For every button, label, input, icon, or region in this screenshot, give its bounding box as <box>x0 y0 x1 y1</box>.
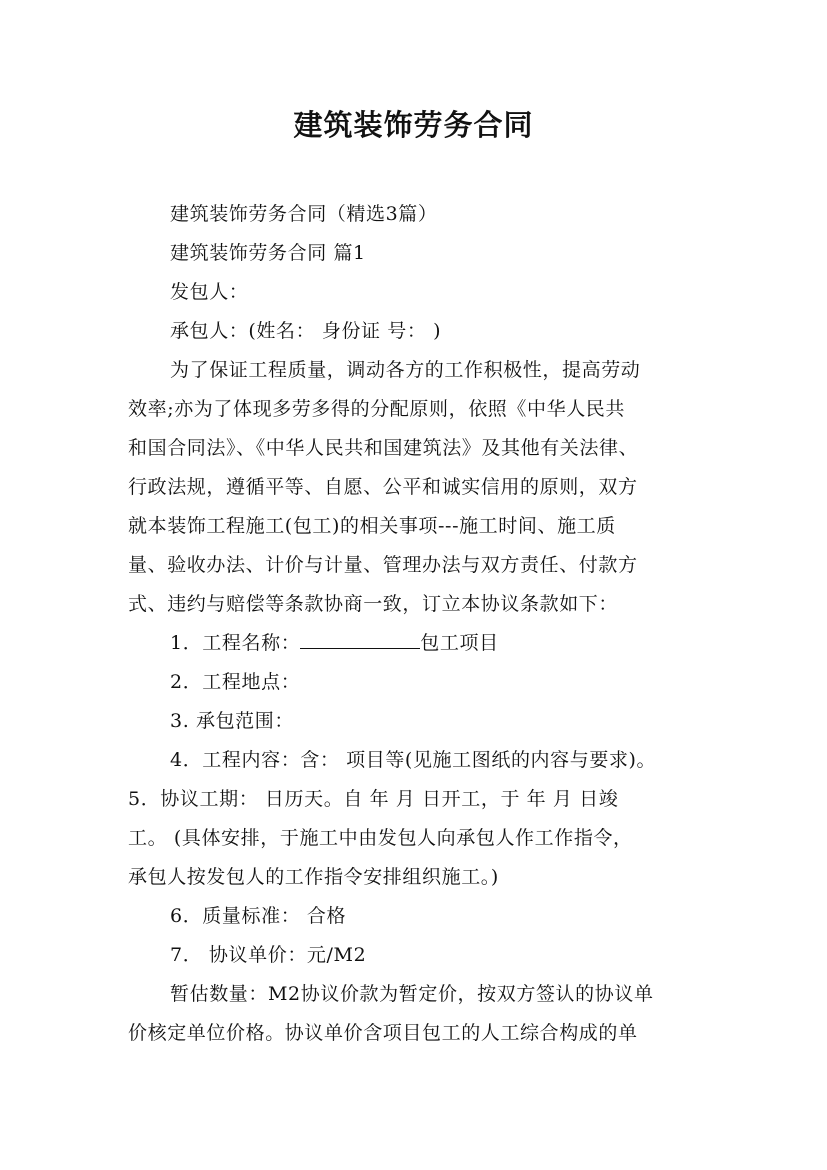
paragraph-line: 行政法规，遵循平等、自愿、公平和诚实信用的原则，双方 <box>128 476 638 498</box>
project-content-line: 4．工程内容：含： 项目等(见施工图纸的内容与要求)。 <box>170 749 657 771</box>
paragraph-line: 承包人按发包人的工作指令安排组织施工。) <box>128 866 499 888</box>
contractor-line: 承包人：(姓名： 身份证 号： ) <box>170 320 442 342</box>
section-heading: 建筑装饰劳务合同 篇1 <box>170 242 366 264</box>
paragraph-line: 量、验收办法、计价与计量、管理办法与双方责任、付款方 <box>128 554 638 576</box>
document-title: 建筑装饰劳务合同 <box>293 108 534 142</box>
paragraph-line: 暂估数量：M2协议价款为暂定价，按双方签认的协议单 <box>170 983 654 1005</box>
project-name-suffix: 包工项目 <box>420 632 499 654</box>
paragraph-line: 效率;亦为了体现多劳多得的分配原则，依照《中华人民共 <box>128 398 626 420</box>
quality-standard-line: 6．质量标准： 合格 <box>170 905 347 927</box>
unit-price-line: 7． 协议单价：元/M2 <box>170 944 367 966</box>
paragraph-line: 为了保证工程质量，调动各方的工作积极性，提高劳动 <box>170 359 641 381</box>
document-body <box>128 195 728 1053</box>
project-location-line: 2．工程地点： <box>170 671 301 693</box>
project-name-blank <box>300 628 420 649</box>
contract-period-line: 5．协议工期： 日历天。自 年 月 日开工，于 年 月 日竣 <box>128 788 619 810</box>
paragraph-line: 和国合同法》、《中华人民共和国建筑法》及其他有关法律、 <box>128 437 639 459</box>
contract-scope-line: 3. 承包范围： <box>170 710 294 732</box>
paragraph-line: 价核定单位价格。协议单价含项目包工的人工综合构成的单 <box>128 1022 638 1044</box>
paragraph-line: 就本装饰工程施工(包工)的相关事项---施工时间、施工质 <box>128 515 616 537</box>
subtitle-line: 建筑装饰劳务合同（精选3篇） <box>170 203 438 225</box>
project-name-label: 1．工程名称： <box>170 632 301 654</box>
paragraph-line: 式、违约与赔偿等条款协商一致，订立本协议条款如下： <box>128 593 619 615</box>
paragraph-line: 工。 (具体安排，于施工中由发包人向承包人作工作指令， <box>128 827 633 849</box>
employer-line: 发包人： <box>170 281 249 303</box>
project-name-line <box>128 624 728 663</box>
